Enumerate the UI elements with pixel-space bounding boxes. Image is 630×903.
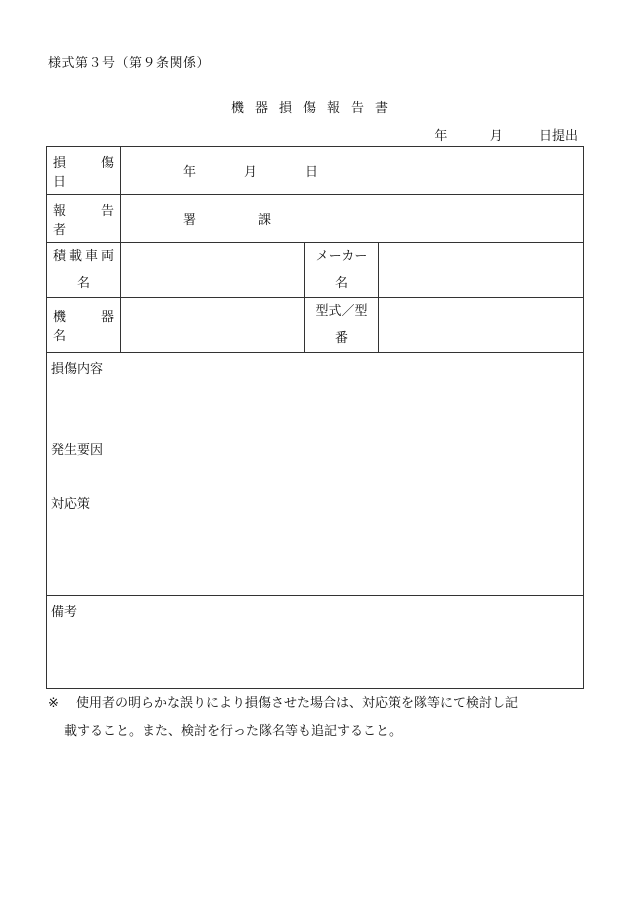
equipment-label: 機 器 名 [47, 298, 121, 353]
maker-field[interactable] [379, 243, 584, 298]
reporter-field[interactable] [121, 195, 584, 243]
damage-date-month: 月 [244, 165, 258, 180]
maker-label [305, 243, 379, 298]
reporter-label: 報 告 者 [47, 195, 121, 243]
model-label-line2: 番 [334, 331, 348, 346]
reporter-dept: 署 [183, 213, 197, 228]
footnote [48, 690, 584, 746]
vehicle-label-line2: 名 [76, 276, 90, 291]
maker-label-line2: 名 [334, 276, 348, 291]
equipment-field[interactable] [121, 298, 305, 353]
vehicle-field[interactable] [121, 243, 305, 298]
damage-date-year: 年 [183, 165, 197, 180]
submission-date [434, 125, 578, 144]
submission-year-label: 年 [434, 129, 448, 144]
maker-label-line1: メーカー [315, 249, 368, 264]
damage-date-field[interactable] [121, 147, 584, 195]
footnote-text-2: 載すること。また、検討を行った隊名等も追記すること。 [64, 724, 403, 739]
model-field[interactable] [379, 298, 584, 353]
row-damage-date [47, 147, 584, 195]
damage-date-label: 損 傷 日 [47, 147, 121, 195]
report-form-table [46, 146, 584, 689]
form-number: 様式第３号（第９条関係） [48, 56, 211, 71]
footnote-text-1: 使用者の明らかな誤りにより損傷させた場合は、対応策を隊等にて検討し記 [76, 696, 519, 711]
submission-day-label: 日提出 [538, 129, 578, 144]
countermeasure-label: 対応策 [51, 497, 91, 512]
row-reporter [47, 195, 584, 243]
reporter-section: 課 [258, 213, 272, 228]
row-remarks [47, 596, 584, 689]
vehicle-label-line1: 積載車両 [53, 249, 114, 264]
footnote-mark: ※ [48, 696, 59, 711]
damage-date-day: 日 [305, 165, 319, 180]
page-title: 機器損傷報告書 [230, 101, 399, 116]
cause-label: 発生要因 [51, 443, 104, 458]
row-equipment-model [47, 298, 584, 353]
row-details [47, 353, 584, 596]
model-label-line1: 型式／型 [315, 304, 368, 319]
model-label [305, 298, 379, 353]
vehicle-label [47, 243, 121, 298]
details-field[interactable] [47, 353, 584, 596]
remarks-field[interactable] [47, 596, 584, 689]
row-vehicle-maker [47, 243, 584, 298]
submission-month-label: 月 [489, 129, 503, 144]
remarks-label: 備考 [51, 605, 78, 620]
footnote-line1 [48, 690, 584, 718]
damage-details-label: 損傷内容 [51, 362, 104, 377]
